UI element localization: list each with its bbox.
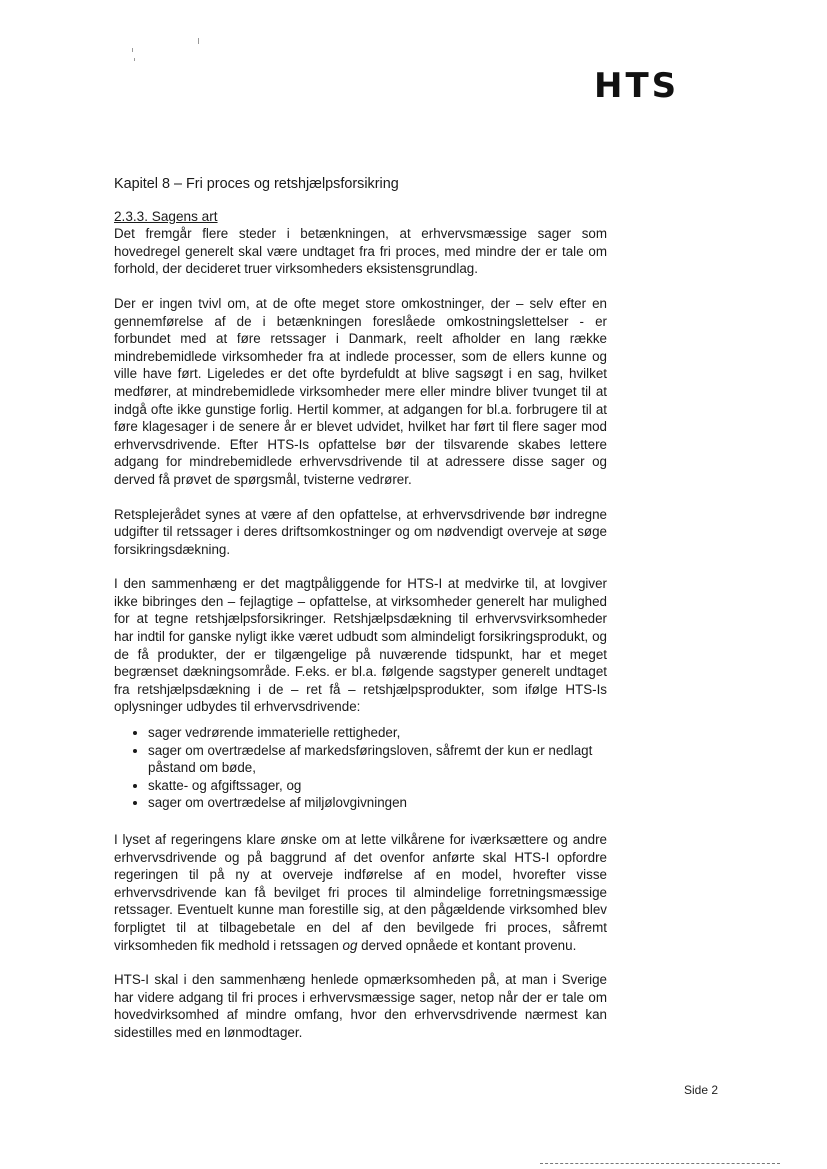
paragraph	[114, 831, 607, 954]
scan-edge-line	[540, 1163, 780, 1164]
list-item: • sager vedrørende immaterielle rettigheder,	[148, 724, 607, 742]
list-item: • sager om overtrædelse af miljølovgivningen	[148, 794, 607, 812]
paragraph: Der er ingen tvivl om, at de ofte meget store omkostninger, der – selv efter en gennemførelse af de i betænkningen foreslåede omkostningslettelser - er forbundet med at føre retssager i Danmark, reelt afholder en lang række mindrebemidlede virksomheder fra at indlede processer, som de ellers kunne og ville have ført. Ligeledes er det ofte byrdefuldt at blive sagsøgt i en sag, hvilket medfører, at mindrebemidlede virksomheder mere eller mindre bliver tvunget til at indgå ofte ikke gunstige forlig. Hertil kommer, at adgangen for bl.a. forbrugere til at føre klagesager i de senere år er blevet udvidet, hvilket har ført til flere sager mod erhvervsdrivende. Efter HTS-Is opfattelse bør der tilsvarende skabes lettere adgang for mindrebemidlede erhvervsdrivende til at adressere disse sager og derved få prøvet de spørgsmål, tvisterne vedrører.	[114, 295, 607, 487]
section-heading: 2.3.3. Sagens art	[114, 208, 218, 224]
paragraph: I den sammenhæng er det magtpåliggende for HTS-I at medvirke til, at lovgiver ikke bibringes den – fejlagtige – opfattelse, at virksomheder generelt har mulighed for at tegne retshjælpsforsikringer. Retshjælpsdækning til erhvervsvirksomheder har indtil for ganske nyligt ikke været udbudt som almindeligt forsikringsprodukt, og de få produkter, der er tilgængelige på nuværende tidspunkt, har et meget begrænset dækningsområde. F.eks. er bl.a. følgende sagstyper generelt undtaget fra retshjælpsdækning i de – ret få – retshjælpsprodukter, som ifølge HTS-Is oplysninger udbydes til erhvervsdrivende:	[114, 576, 607, 715]
list-item: • sager om overtrædelse af markedsføringsloven, såfremt der kun er nedlagt påstand om bøde,	[148, 742, 607, 777]
paragraph: Det fremgår flere steder i betænkningen, at erhvervsmæssige sager som hovedregel generelt skal være undtaget fra fri proces, med mindre der er tale om forhold, der decideret truer virksomheders eksistensgrundlag.	[114, 226, 607, 277]
chapter-title: Kapitel 8 – Fri proces og retshjælpsforsikring	[114, 176, 399, 192]
emphasis: og	[342, 937, 358, 953]
paragraph: Retsplejerådet synes at være af den opfattelse, at erhvervsdrivende bør indregne udgifter til retssager i deres driftsomkostninger og om nødvendigt overveje at søge forsikringsdækning.	[114, 506, 607, 557]
document-body	[114, 176, 607, 1059]
page-number: Side 2	[684, 1083, 719, 1097]
paragraph: HTS-I skal i den sammenhæng henlede opmærksomheden på, at man i Sverige har videre adgang til fri proces i erhvervsmæssige sager, netop når der er tale om hovedvirksomhed af mindre omfang, hvor den erhvervsdrivende nærmest kan sidestilles med en lønmodtager.	[114, 972, 607, 1040]
list-item: • skatte- og afgiftssager, og	[148, 777, 607, 795]
excluded-case-types-list	[114, 724, 607, 812]
paragraph-text: derved opnåede et kontant provenu.	[357, 937, 577, 953]
paragraph-text: I lyset af regeringens klare ønske om at lette vilkårene for iværksættere og andre erhvervsdrivende og på baggrund af det ovenfor anførte skal HTS-I opfordre regeringen til på ny at overveje indførelse af en model, hvorefter visse erhvervsdrivende kan få bevilget fri proces til almindelige forretningsmæssige retssager. Eventuelt kunne man forestille sig, at den pågældende virksomhed blev forpligtet til at tilbagebetale en del af den bevilgede fri proces, såfremt virksomheden fik medhold i retssagen	[114, 832, 607, 953]
hts-logo: HTS	[594, 66, 680, 106]
scan-marks	[128, 34, 208, 64]
